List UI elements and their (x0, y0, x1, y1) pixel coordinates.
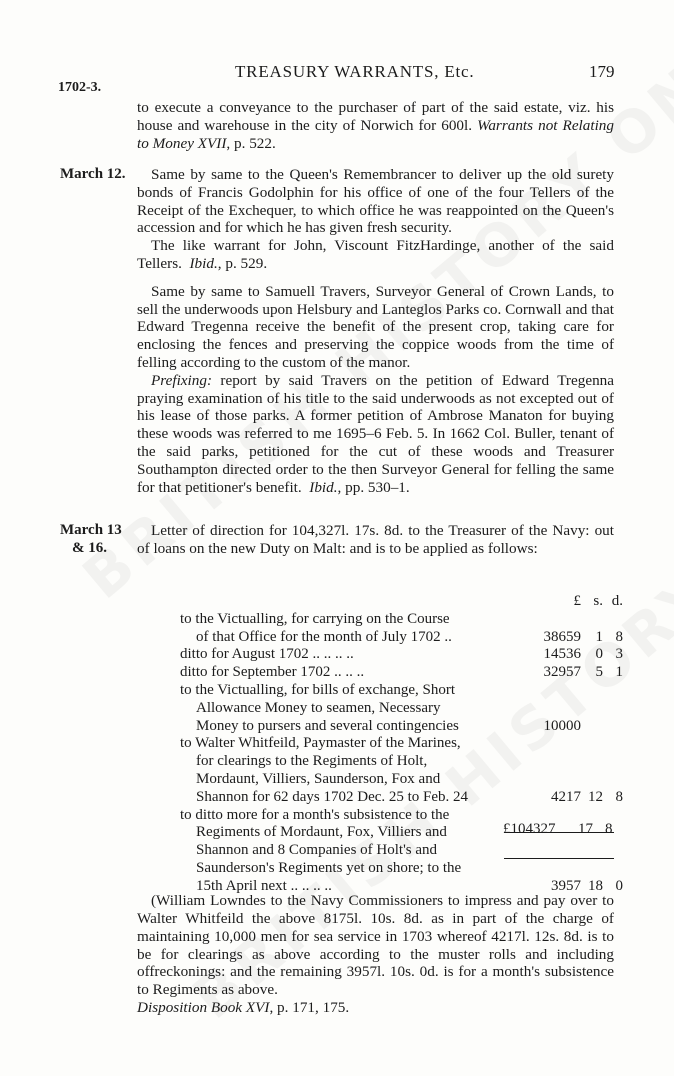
year-margin-note: 1702-3. (58, 80, 102, 95)
table-row (180, 771, 623, 789)
prefix-label: Prefixing: (151, 371, 213, 389)
date-line: & 16. (72, 539, 107, 556)
entry-march-13 (137, 522, 614, 558)
row-pence (603, 753, 623, 771)
row-shillings: 5 (595, 664, 603, 681)
row-description: ditto for September 1702 .. .. .. (180, 664, 365, 681)
citation-page: , p. 529. (217, 254, 268, 272)
table-row (180, 611, 623, 629)
table-row (180, 629, 623, 647)
row-pounds: 4217 (551, 788, 581, 805)
row-description: Regiments of Mordaunt, Fox, Villiers and (196, 824, 447, 841)
row-description: to the Victualling, for carrying on the Course (180, 610, 450, 627)
table-row (180, 807, 623, 825)
total-pence: 8 (605, 821, 613, 837)
table-row (180, 789, 623, 807)
citation: Warrants not Relating to Money XVII (137, 116, 614, 152)
paragraph-text: Same by same to the Queen's Remembrancer to deliver up the old surety bonds of Francis Godolphin for his office of one of the four Tellers of the Receipt of the Exchequer, to which office he was reappointed on the Queen's accession and for which he has given fresh security. (137, 166, 614, 237)
table-row (180, 664, 623, 682)
page-title: TREASURY WARRANTS, Etc. (235, 62, 475, 81)
citation-page: , p. 522. (226, 134, 276, 152)
row-pounds (523, 700, 581, 718)
closing-paragraph (137, 877, 614, 1032)
paragraph-text: (William Lowndes to the Navy Commissioners to impress and pay over to Walter Whitfeild the above 8175l. 10s. 8d. as in part of the charge of maintaining 10,000 men for sea service in 1703 whereof 4217l. 12s. 8d. is to be for clearings as above according to the muster rolls and including offreckonings: and the remaining 3957l. 10s. 0d. is for a month's subsistence to Regiments as above. (137, 892, 614, 999)
paragraph-prefixing (137, 372, 614, 497)
table-row (180, 753, 623, 771)
date-line: March 13 (60, 522, 122, 538)
row-description: Mordaunt, Villiers, Saunderson, Fox and (196, 770, 441, 787)
citation: Ibid. (309, 478, 338, 496)
page-number: 179 (589, 62, 615, 81)
citation-page: , p. 171, 175. (269, 998, 350, 1016)
row-pounds (523, 771, 581, 789)
row-pence (603, 718, 623, 736)
row-shillings (581, 718, 603, 736)
row-description: to the Victualling, for bills of exchange, Short (180, 681, 456, 698)
row-pounds (523, 611, 581, 629)
paragraph-conveyance (137, 99, 614, 152)
citation: Disposition Book XVI (137, 998, 270, 1016)
row-pence (603, 771, 623, 789)
row-shillings (581, 753, 603, 771)
accounts-table (180, 593, 623, 896)
row-pounds (523, 753, 581, 771)
row-shillings (581, 771, 603, 789)
row-pounds (523, 735, 581, 753)
row-pounds: 10000 (543, 717, 581, 734)
column-header-shillings: s. (593, 593, 603, 609)
total-pounds: £104327 (503, 821, 556, 837)
row-description: 15th April next .. .. .. .. (196, 877, 332, 894)
row-pence (603, 860, 623, 878)
sum-rule (504, 858, 614, 859)
row-description: ditto for August 1702 .. .. .. .. (180, 646, 354, 663)
row-shillings: 1 (595, 628, 603, 645)
row-description: for clearings to the Regiments of Holt, (196, 753, 428, 770)
row-description: of that Office for the month of July 1702 .. (196, 628, 452, 645)
row-description: Money to pursers and several contingencies (196, 717, 459, 734)
margin-date-march-13 (60, 522, 122, 558)
row-pence: 3 (615, 646, 623, 663)
citation-page: , pp. 530–1. (337, 478, 410, 496)
paragraph-text: report by said Travers on the petition of Edward Tregenna praying examination of his title to the said underwoods as not excepted out of his lease of those parks. A former petition of Ambrose Manaton for buying these woods was referred to me 1695–6 Feb. 5. In 1662 Col. Buller, tenant of the said parks, petitioned for the cut of these woods and Treasurer Southampton directed order to the then Surveyor General for felling the same for that petitioner's benefit. (137, 371, 614, 496)
row-description: Saunderson's Regiments yet on shore; to the (196, 859, 462, 876)
row-pounds: 38659 (543, 628, 581, 645)
citation: Ibid. (189, 254, 218, 272)
paragraph-fitzhardinge (137, 237, 614, 273)
row-pounds: 32957 (543, 664, 581, 681)
row-shillings: 12 (588, 788, 603, 805)
table-row (180, 682, 623, 700)
row-pence (603, 682, 623, 700)
row-shillings (581, 700, 603, 718)
row-description: to Walter Whitfeild, Paymaster of the Marines, (180, 735, 461, 752)
paragraph-text: to execute a conveyance to the purchaser of part of the said estate, viz. his house and warehouse in the city of Norwich for 600l. (137, 99, 614, 134)
table-row (180, 824, 623, 842)
row-pence: 8 (615, 788, 623, 805)
entry-march-12 (137, 166, 614, 496)
row-shillings (581, 611, 603, 629)
row-shillings (581, 860, 603, 878)
table-row (180, 860, 623, 878)
row-shillings (581, 735, 603, 753)
row-pounds (523, 682, 581, 700)
column-header-pence: d. (611, 593, 623, 609)
row-pence: 8 (615, 628, 623, 645)
row-description: Shannon for 62 days 1702 Dec. 25 to Feb. 24 (196, 788, 469, 805)
row-description: Allowance Money to seamen, Necessary (196, 699, 441, 716)
paragraph-text: Letter of direction for 104,327l. 17s. 8d. to the Treasurer of the Navy: out of loans on the new Duty on Malt: and is to be applied as follows: (137, 522, 614, 557)
margin-date-march-12: March 12. (60, 166, 126, 182)
row-pence: 0 (615, 877, 623, 894)
row-pence: 1 (615, 664, 623, 681)
row-pounds: 14536 (543, 646, 581, 663)
row-pence (603, 700, 623, 718)
row-pence (603, 611, 623, 629)
row-shillings: 18 (588, 877, 603, 894)
column-header-pounds: £ (573, 593, 581, 609)
paragraph-text: The like warrant for John, Viscount FitzHardinge, another of the said Tellers. (137, 237, 614, 272)
total-shillings: 17 (578, 821, 593, 837)
row-description: to ditto more for a month's subsistence to the (180, 806, 450, 823)
paragraph-text: Same by same to Samuell Travers, Surveyor General of Crown Lands, to sell the underwoods upon Helsbury and Lanteglos Parks co. Cornwall and that Edward Tregenna receive the benefit of the present crop, taking care for enclosing the fences and preserving the coppice woods from the time of felling according to the custom of the manor. (137, 282, 614, 371)
row-shillings: 0 (595, 646, 603, 663)
row-shillings (581, 682, 603, 700)
row-pounds (523, 860, 581, 878)
row-description: Shannon and 8 Companies of Holt's and (196, 842, 438, 859)
table-row (180, 646, 623, 664)
row-pence (603, 735, 623, 753)
table-header-row (180, 593, 623, 611)
table-row (180, 735, 623, 753)
table-row (180, 700, 623, 718)
row-pounds: 3957 (551, 877, 581, 894)
table-row (180, 718, 623, 736)
